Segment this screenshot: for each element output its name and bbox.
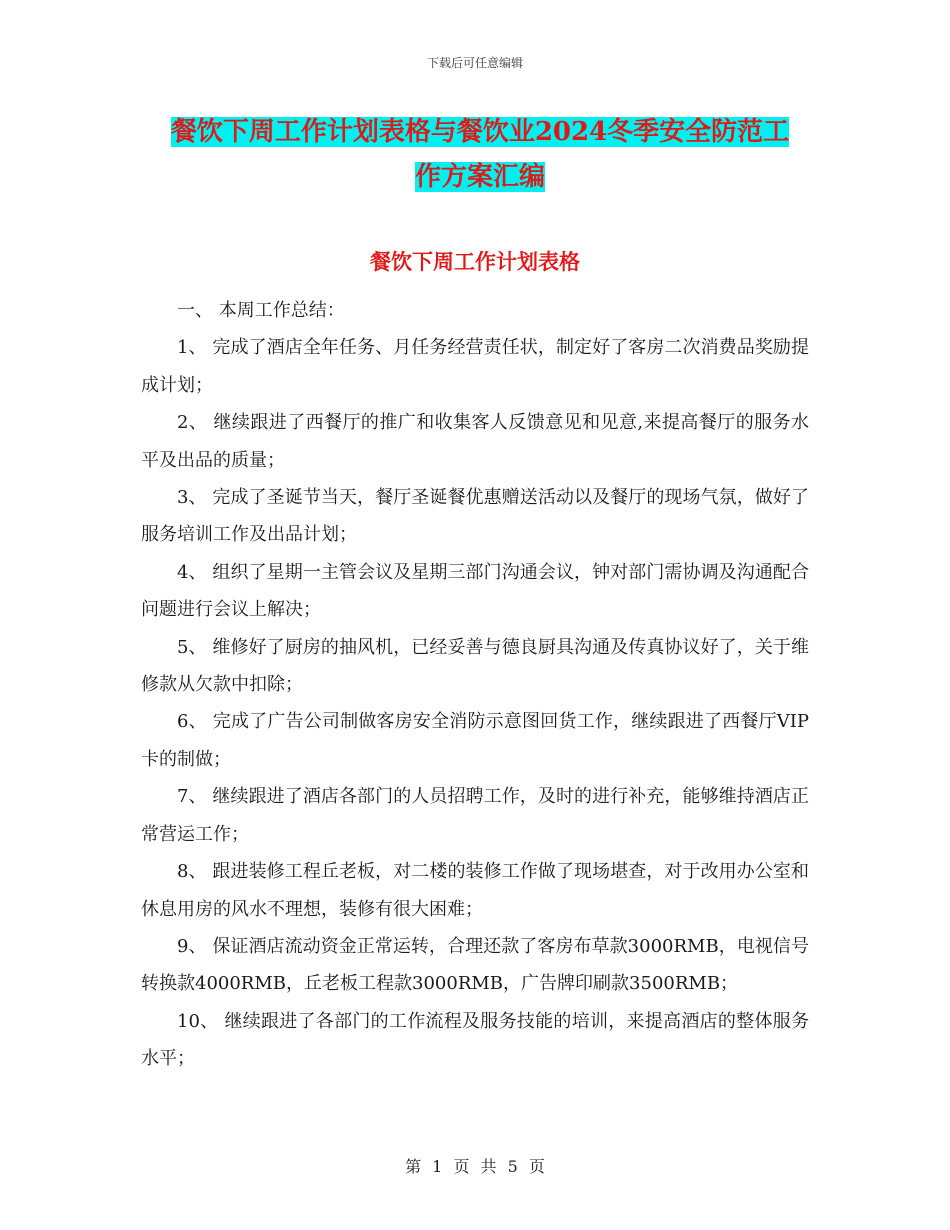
list-item: 3、 完成了圣诞节当天，餐厅圣诞餐优惠赠送活动以及餐厅的现场气氛，做好了服务培训工作及出品计划； xyxy=(141,487,809,546)
section-title: 餐饮下周工作计划表格 xyxy=(370,249,580,274)
list-item: 9、 保证酒店流动资金正常运转，合理还款了客房布草款3000RMB，电视信号转换款4000RMB，丘老板工程款3000RMB，广告牌印刷款3500RMB； xyxy=(141,935,809,995)
list-item: 7、 继续跟进了酒店各部门的人员招聘工作，及时的进行补充，能够维持酒店正常营运工作； xyxy=(141,786,809,845)
list-item: 1、 完成了酒店全年任务、月任务经营责任状，制定好了客房二次消费品奖励提成计划； xyxy=(141,337,809,396)
page-number-footer: 第 1 页 共 5 页 xyxy=(405,1157,545,1176)
summary-heading: 一、 本周工作总结： xyxy=(177,300,345,321)
document-title-line-2: 作方案汇编 xyxy=(414,162,545,192)
list-item: 8、 跟进装修工程丘老板，对二楼的装修工作做了现场堪查，对于改用办公室和休息用房的风水不理想，装修有很大困难； xyxy=(141,861,809,920)
list-item: 5、 维修好了厨房的抽风机，已经妥善与德良厨具沟通及传真协议好了，关于维修款从欠款中扣除； xyxy=(141,636,809,696)
page-header-note: 下载后可任意编辑 xyxy=(426,56,523,70)
document-title-line-1: 餐饮下周工作计划表格与餐饮业2024冬季安全防范工 xyxy=(170,117,790,147)
list-item: 6、 完成了广告公司制做客房安全消防示意图回货工作，继续跟进了西餐厅VIP卡的制做； xyxy=(141,711,809,770)
list-item: 4、 组织了星期一主管会议及星期三部门沟通会议，钟对部门需协调及沟通配合问题进行会议上解决； xyxy=(141,561,809,621)
document-body xyxy=(141,292,809,1078)
list-item: 10、 继续跟进了各部门的工作流程及服务技能的培训，来提高酒店的整体服务水平； xyxy=(141,1010,809,1070)
list-item: 2、 继续跟进了西餐厅的推广和收集客人反馈意见和见意,来提高餐厅的服务水平及出品的质量； xyxy=(141,412,809,471)
document-title xyxy=(140,110,820,200)
